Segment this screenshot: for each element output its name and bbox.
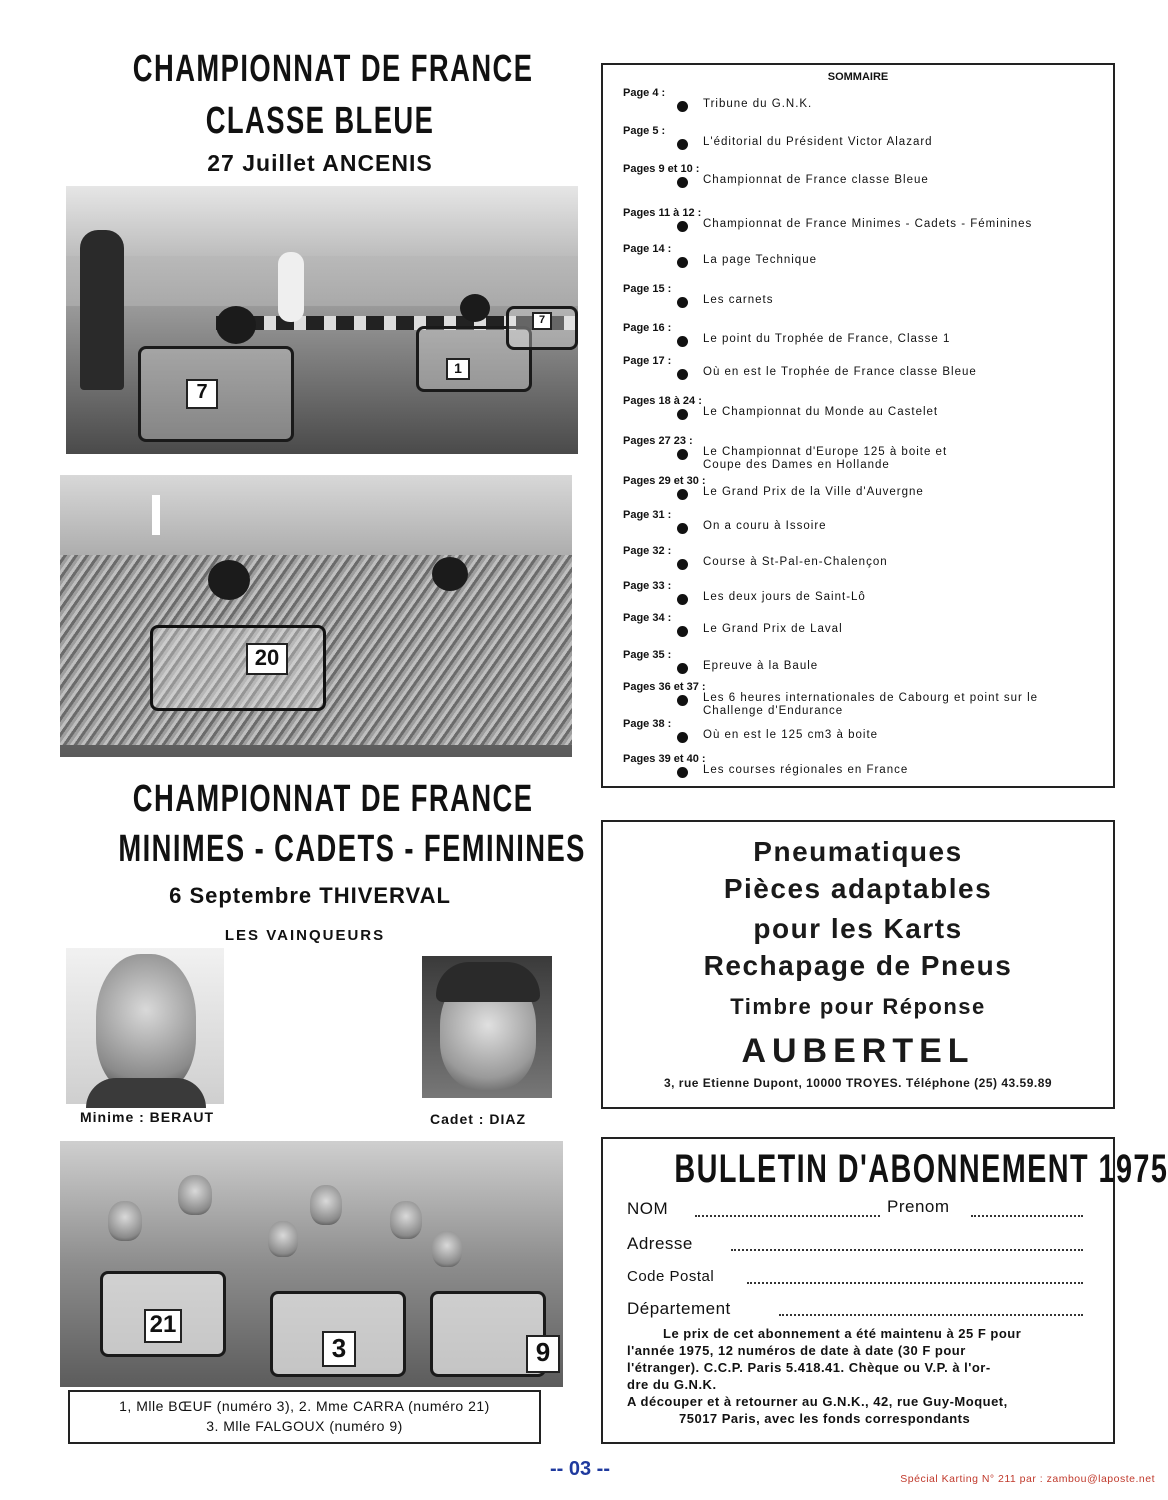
- sommaire-page-ref: Pages 39 et 40 :: [623, 753, 706, 765]
- bullet-dot-icon: [677, 663, 688, 674]
- sommaire-page-ref: Page 16 :: [623, 322, 672, 334]
- portrait-beraut: [66, 948, 224, 1104]
- sommaire-entry-title[interactable]: Le point du Trophée de France, Classe 1: [703, 333, 951, 345]
- bullet-dot-icon: [677, 626, 688, 637]
- advert-line5: Timbre pour Réponse: [730, 994, 986, 1019]
- sommaire-entry-title[interactable]: Les deux jours de Saint-Lô: [703, 591, 866, 603]
- advert-line3: pour les Karts: [753, 913, 963, 944]
- sommaire-entry-title[interactable]: Où en est le Trophée de France classe Bleue: [703, 366, 977, 378]
- minime-caption: Minime : BERAUT: [80, 1109, 214, 1125]
- advert-line2: Pièces adaptables: [723, 873, 993, 904]
- sommaire-entry-title[interactable]: Championnat de France Minimes - Cadets - Féminines: [703, 218, 1033, 230]
- kart-number-7b: 7: [532, 312, 552, 330]
- prenom-label: Prenom: [887, 1197, 950, 1216]
- bullet-dot-icon: [677, 139, 688, 150]
- bullet-dot-icon: [677, 489, 688, 500]
- sommaire-page-ref: Page 35 :: [623, 649, 672, 661]
- sommaire-entry-title[interactable]: L'éditorial du Président Victor Alazard: [703, 136, 933, 148]
- bulletin-body-line5: A découper et à retourner au G.N.K., 42, rue Guy-Moquet,: [627, 1394, 1008, 1409]
- cadet-caption: Cadet : DIAZ: [430, 1111, 526, 1127]
- bullet-dot-icon: [677, 221, 688, 232]
- bullet-dot-icon: [677, 177, 688, 188]
- sommaire-page-ref: Pages 9 et 10 :: [623, 163, 700, 175]
- aubertel-advert: [601, 820, 1115, 1109]
- bulletin-title: BULLETIN D'ABONNEMENT 1975: [674, 1147, 1168, 1191]
- sommaire-entry-title[interactable]: Le Grand Prix de la Ville d'Auvergne: [703, 486, 924, 498]
- bullet-dot-icon: [677, 297, 688, 308]
- bulletin-abonnement: [601, 1137, 1168, 1444]
- group-caption-box: [68, 1390, 541, 1444]
- hay-bale-crash-photo: [60, 475, 572, 757]
- bulletin-body-line1: Le prix de cet abonnement a été maintenu à 25 F pour: [663, 1326, 1022, 1341]
- sommaire-box: [601, 63, 1115, 788]
- code-postal-label: Code Postal: [627, 1268, 715, 1285]
- kart-number-9: 9: [526, 1335, 560, 1373]
- sommaire-page-ref: Pages 18 à 24 :: [623, 395, 702, 407]
- adresse-field[interactable]: [731, 1249, 1083, 1251]
- sommaire-page-ref: Pages 27 23 :: [623, 435, 693, 447]
- sommaire-page-ref: Page 34 :: [623, 612, 672, 624]
- departement-label: Département: [627, 1299, 731, 1318]
- classe-bleue-title-line2: CLASSE BLEUE: [205, 100, 435, 142]
- advert-line1: Pneumatiques: [753, 836, 963, 867]
- sommaire-page-ref: Page 5 :: [623, 125, 666, 137]
- sommaire-page-ref: Pages 29 et 30 :: [623, 475, 706, 487]
- sommaire-entry-title[interactable]: La page Technique: [703, 254, 817, 266]
- sommaire-page-ref: Page 17 :: [623, 355, 672, 367]
- sommaire-page-ref: Page 33 :: [623, 580, 672, 592]
- bullet-dot-icon: [677, 449, 688, 460]
- kart-number-21: 21: [144, 1309, 182, 1343]
- footer-credit: Spécial Karting N° 211 par : zambou@laposte.net: [900, 1473, 1155, 1485]
- classe-bleue-title-line1: CHAMPIONNAT DE FRANCE: [132, 48, 534, 90]
- sommaire-page-ref: Page 31 :: [623, 509, 672, 521]
- sommaire-entry-title-cont[interactable]: Challenge d'Endurance: [703, 705, 844, 717]
- portrait-diaz: [422, 956, 552, 1098]
- bullet-dot-icon: [677, 767, 688, 778]
- departement-field[interactable]: [779, 1314, 1083, 1316]
- sommaire-page-ref: Page 38 :: [623, 718, 672, 730]
- sommaire-entry-title[interactable]: Championnat de France classe Bleue: [703, 174, 929, 186]
- nom-label: NOM: [627, 1199, 669, 1218]
- kart-number-3: 3: [322, 1331, 356, 1367]
- sommaire-page-ref: Page 15 :: [623, 283, 672, 295]
- nom-field[interactable]: [695, 1215, 880, 1217]
- bulletin-body-line2: l'année 1975, 12 numéros de date à date (30 F pour: [627, 1343, 966, 1358]
- bullet-dot-icon: [677, 369, 688, 380]
- minimes-title-line1: CHAMPIONNAT DE FRANCE: [132, 778, 534, 820]
- sommaire-entry-title[interactable]: Le Grand Prix de Laval: [703, 623, 843, 635]
- bullet-dot-icon: [677, 336, 688, 347]
- advert-line4: Rechapage de Pneus: [703, 950, 1013, 981]
- feminines-group-photo: [60, 1141, 563, 1387]
- sommaire-entry-title-cont[interactable]: Coupe des Dames en Hollande: [703, 459, 890, 471]
- sommaire-page-ref: Page 4 :: [623, 87, 666, 99]
- bullet-dot-icon: [677, 523, 688, 534]
- prenom-field[interactable]: [971, 1215, 1083, 1217]
- sommaire-entry-title[interactable]: Les carnets: [703, 294, 774, 306]
- kart-number-1: 1: [446, 358, 470, 380]
- group-caption-line2: 3. Mlle FALGOUX (numéro 9): [206, 1418, 403, 1434]
- code-postal-field[interactable]: [747, 1282, 1083, 1284]
- sommaire-page-ref: Pages 36 et 37 :: [623, 681, 706, 693]
- bulletin-body-line3: l'étranger). C.C.P. Paris 5.418.41. Chèque ou V.P. à l'or-: [627, 1360, 991, 1375]
- bullet-dot-icon: [677, 594, 688, 605]
- bulletin-body-line6: 75017 Paris, avec les fonds correspondants: [679, 1411, 971, 1426]
- bulletin-body: [627, 1325, 1097, 1427]
- adresse-label: Adresse: [627, 1234, 693, 1253]
- winners-label: LES VAINQUEURS: [224, 927, 386, 944]
- advert-address: 3, rue Etienne Dupont, 10000 TROYES. Téléphone (25) 43.59.89: [663, 1076, 1053, 1090]
- race-photo-ancenis: [66, 186, 578, 454]
- bullet-dot-icon: [677, 732, 688, 743]
- sommaire-page-ref: Pages 11 à 12 :: [623, 207, 702, 219]
- page-number: -- 03 --: [550, 1458, 610, 1480]
- kart-number-7: 7: [186, 379, 218, 409]
- sommaire-title: SOMMAIRE: [827, 71, 889, 83]
- sommaire-entry-title[interactable]: Epreuve à la Baule: [703, 660, 819, 672]
- sommaire-entry-title[interactable]: On a couru à Issoire: [703, 520, 827, 532]
- classe-bleue-date: 27 Juillet ANCENIS: [207, 150, 433, 176]
- sommaire-entry-title[interactable]: Les courses régionales en France: [703, 764, 909, 776]
- group-caption-line1: 1, Mlle BŒUF (numéro 3), 2. Mme CARRA (numéro 21): [119, 1398, 490, 1414]
- minimes-date: 6 Septembre THIVERVAL: [169, 883, 451, 908]
- kart-number-20: 20: [246, 643, 288, 675]
- bulletin-body-line4: dre du G.N.K.: [627, 1377, 717, 1392]
- sommaire-entry-title[interactable]: Où en est le 125 cm3 à boite: [703, 729, 879, 741]
- sommaire-entry-title[interactable]: Tribune du G.N.K.: [703, 98, 813, 110]
- sommaire-page-ref: Page 14 :: [623, 243, 672, 255]
- bullet-dot-icon: [677, 559, 688, 570]
- minimes-title-line2: MINIMES - CADETS - FEMININES: [118, 828, 586, 870]
- advert-brand: AUBERTEL: [741, 1032, 975, 1070]
- bullet-dot-icon: [677, 695, 688, 706]
- sommaire-page-ref: Page 32 :: [623, 545, 672, 557]
- sommaire-entry-title[interactable]: Les 6 heures internationales de Cabourg et point sur le: [703, 692, 1039, 704]
- bullet-dot-icon: [677, 409, 688, 420]
- sommaire-entry-title[interactable]: Course à St-Pal-en-Chalençon: [703, 556, 888, 568]
- bullet-dot-icon: [677, 101, 688, 112]
- bullet-dot-icon: [677, 257, 688, 268]
- sommaire-entry-title[interactable]: Le Championnat d'Europe 125 à boite et: [703, 446, 948, 458]
- sommaire-entry-title[interactable]: Le Championnat du Monde au Castelet: [703, 406, 939, 418]
